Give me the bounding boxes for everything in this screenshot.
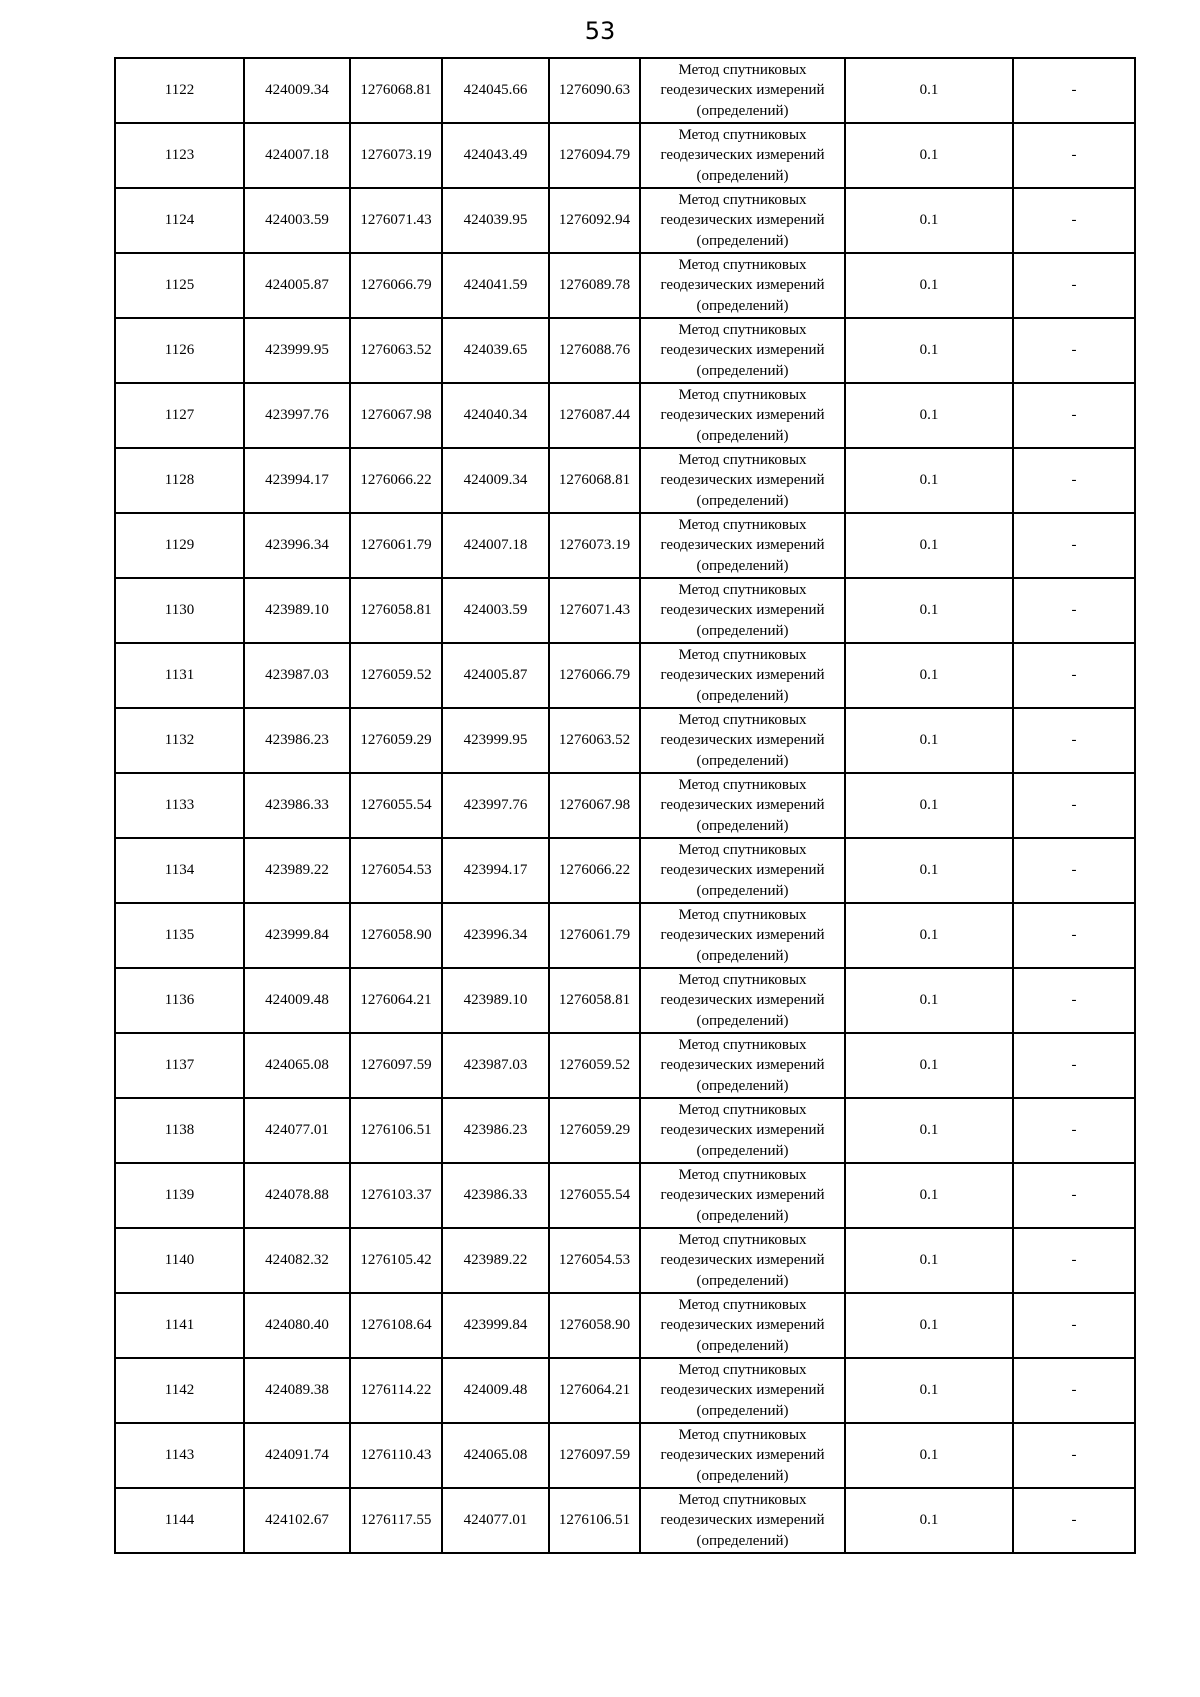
point-number-cell: 1122: [115, 58, 244, 123]
method-cell: [640, 1228, 845, 1293]
y-new-cell: 1276059.29: [549, 1098, 640, 1163]
point-number-cell: 1137: [115, 1033, 244, 1098]
method-line: Метод спутниковых: [678, 1491, 807, 1508]
accuracy-cell: 0.1: [845, 1358, 1013, 1423]
table-row: [115, 1033, 1135, 1098]
y-existing-cell: 1276058.81: [350, 578, 442, 643]
method-line: Метод спутниковых: [678, 451, 807, 468]
accuracy-cell: 0.1: [845, 383, 1013, 448]
method-line: геодезических измерений: [660, 1057, 825, 1074]
y-new-cell: 1276068.81: [549, 448, 640, 513]
y-existing-cell: 1276059.29: [350, 708, 442, 773]
accuracy-cell: 0.1: [845, 1488, 1013, 1553]
accuracy-cell: 0.1: [845, 1098, 1013, 1163]
table-row: [115, 383, 1135, 448]
point-number-cell: 1142: [115, 1358, 244, 1423]
method-cell: [640, 643, 845, 708]
method-line: Метод спутниковых: [678, 776, 807, 793]
method-line: геодезических измерений: [660, 1447, 825, 1464]
point-number-cell: 1127: [115, 383, 244, 448]
method-line: геодезических измерений: [660, 667, 825, 684]
y-existing-cell: 1276059.52: [350, 643, 442, 708]
y-existing-cell: 1276110.43: [350, 1423, 442, 1488]
point-number-cell: 1140: [115, 1228, 244, 1293]
x-existing-cell: 423999.84: [244, 903, 350, 968]
table-row: [115, 773, 1135, 838]
x-new-cell: 424009.34: [442, 448, 549, 513]
x-existing-cell: 423986.23: [244, 708, 350, 773]
coordinates-table: [114, 57, 1136, 1554]
note-cell: -: [1013, 1098, 1135, 1163]
note-cell: -: [1013, 123, 1135, 188]
x-existing-cell: 423999.95: [244, 318, 350, 383]
accuracy-cell: 0.1: [845, 1033, 1013, 1098]
y-existing-cell: 1276106.51: [350, 1098, 442, 1163]
table-row: [115, 643, 1135, 708]
method-cell: [640, 318, 845, 383]
table-row: [115, 578, 1135, 643]
method-line: Метод спутниковых: [678, 1361, 807, 1378]
y-existing-cell: 1276097.59: [350, 1033, 442, 1098]
method-line: (определений): [696, 1272, 789, 1289]
point-number-cell: 1136: [115, 968, 244, 1033]
point-number-cell: 1125: [115, 253, 244, 318]
table-row: [115, 903, 1135, 968]
method-line: Метод спутниковых: [678, 906, 807, 923]
x-new-cell: 424065.08: [442, 1423, 549, 1488]
x-new-cell: 423994.17: [442, 838, 549, 903]
method-line: (определений): [696, 752, 789, 769]
x-existing-cell: 423987.03: [244, 643, 350, 708]
table-row: [115, 1488, 1135, 1553]
x-existing-cell: 423986.33: [244, 773, 350, 838]
y-existing-cell: 1276061.79: [350, 513, 442, 578]
point-number-cell: 1131: [115, 643, 244, 708]
method-cell: [640, 1293, 845, 1358]
method-line: Метод спутниковых: [678, 646, 807, 663]
method-cell: [640, 578, 845, 643]
method-line: (определений): [696, 102, 789, 119]
x-new-cell: 423999.95: [442, 708, 549, 773]
method-line: Метод спутниковых: [678, 516, 807, 533]
y-new-cell: 1276097.59: [549, 1423, 640, 1488]
method-line: (определений): [696, 1337, 789, 1354]
x-new-cell: 423999.84: [442, 1293, 549, 1358]
table-row: [115, 1228, 1135, 1293]
accuracy-cell: 0.1: [845, 773, 1013, 838]
method-line: геодезических измерений: [660, 1187, 825, 1204]
method-cell: [640, 383, 845, 448]
method-line: Метод спутниковых: [678, 321, 807, 338]
point-number-cell: 1133: [115, 773, 244, 838]
y-new-cell: 1276066.22: [549, 838, 640, 903]
method-line: (определений): [696, 492, 789, 509]
accuracy-cell: 0.1: [845, 448, 1013, 513]
x-new-cell: 424045.66: [442, 58, 549, 123]
y-new-cell: 1276094.79: [549, 123, 640, 188]
note-cell: -: [1013, 318, 1135, 383]
x-new-cell: 423986.33: [442, 1163, 549, 1228]
y-new-cell: 1276089.78: [549, 253, 640, 318]
method-cell: [640, 1488, 845, 1553]
method-line: (определений): [696, 1207, 789, 1224]
x-existing-cell: 424080.40: [244, 1293, 350, 1358]
method-line: геодезических измерений: [660, 1382, 825, 1399]
y-existing-cell: 1276068.81: [350, 58, 442, 123]
y-existing-cell: 1276114.22: [350, 1358, 442, 1423]
x-new-cell: 424077.01: [442, 1488, 549, 1553]
point-number-cell: 1143: [115, 1423, 244, 1488]
method-line: геодезических измерений: [660, 1122, 825, 1139]
method-line: геодезических измерений: [660, 862, 825, 879]
method-line: Метод спутниковых: [678, 191, 807, 208]
x-existing-cell: 423996.34: [244, 513, 350, 578]
table-row: [115, 1163, 1135, 1228]
accuracy-cell: 0.1: [845, 1293, 1013, 1358]
table-row: [115, 1423, 1135, 1488]
x-existing-cell: 423989.10: [244, 578, 350, 643]
method-line: геодезических измерений: [660, 212, 825, 229]
note-cell: -: [1013, 1423, 1135, 1488]
method-line: Метод спутниковых: [678, 711, 807, 728]
table-body: [115, 58, 1135, 1553]
method-cell: [640, 448, 845, 513]
y-new-cell: 1276063.52: [549, 708, 640, 773]
y-existing-cell: 1276071.43: [350, 188, 442, 253]
method-cell: [640, 1098, 845, 1163]
accuracy-cell: 0.1: [845, 968, 1013, 1033]
y-new-cell: 1276090.63: [549, 58, 640, 123]
table-row: [115, 1098, 1135, 1163]
table-row: [115, 838, 1135, 903]
y-existing-cell: 1276108.64: [350, 1293, 442, 1358]
method-cell: [640, 1358, 845, 1423]
method-line: (определений): [696, 557, 789, 574]
method-line: (определений): [696, 1077, 789, 1094]
accuracy-cell: 0.1: [845, 1163, 1013, 1228]
x-new-cell: 424007.18: [442, 513, 549, 578]
point-number-cell: 1132: [115, 708, 244, 773]
method-line: Метод спутниковых: [678, 61, 807, 78]
table-row: [115, 318, 1135, 383]
point-number-cell: 1135: [115, 903, 244, 968]
x-new-cell: 423986.23: [442, 1098, 549, 1163]
y-new-cell: 1276064.21: [549, 1358, 640, 1423]
accuracy-cell: 0.1: [845, 708, 1013, 773]
method-line: Метод спутниковых: [678, 1036, 807, 1053]
method-line: геодезических измерений: [660, 147, 825, 164]
method-line: (определений): [696, 622, 789, 639]
note-cell: -: [1013, 838, 1135, 903]
accuracy-cell: 0.1: [845, 1228, 1013, 1293]
method-line: Метод спутниковых: [678, 971, 807, 988]
x-existing-cell: 423997.76: [244, 383, 350, 448]
table-row: [115, 448, 1135, 513]
method-line: Метод спутниковых: [678, 1426, 807, 1443]
x-existing-cell: 423994.17: [244, 448, 350, 513]
x-new-cell: 424005.87: [442, 643, 549, 708]
method-cell: [640, 123, 845, 188]
method-line: (определений): [696, 232, 789, 249]
y-new-cell: 1276058.90: [549, 1293, 640, 1358]
method-line: геодезических измерений: [660, 602, 825, 619]
x-existing-cell: 424078.88: [244, 1163, 350, 1228]
table-row: [115, 123, 1135, 188]
y-new-cell: 1276087.44: [549, 383, 640, 448]
x-new-cell: 424040.34: [442, 383, 549, 448]
point-number-cell: 1144: [115, 1488, 244, 1553]
y-existing-cell: 1276054.53: [350, 838, 442, 903]
y-new-cell: 1276058.81: [549, 968, 640, 1033]
accuracy-cell: 0.1: [845, 318, 1013, 383]
x-new-cell: 424039.65: [442, 318, 549, 383]
point-number-cell: 1130: [115, 578, 244, 643]
point-number-cell: 1123: [115, 123, 244, 188]
y-existing-cell: 1276055.54: [350, 773, 442, 838]
accuracy-cell: 0.1: [845, 58, 1013, 123]
method-line: геодезических измерений: [660, 342, 825, 359]
note-cell: -: [1013, 1358, 1135, 1423]
y-new-cell: 1276061.79: [549, 903, 640, 968]
method-cell: [640, 188, 845, 253]
method-line: Метод спутниковых: [678, 1101, 807, 1118]
method-line: (определений): [696, 1012, 789, 1029]
method-line: Метод спутниковых: [678, 386, 807, 403]
method-cell: [640, 708, 845, 773]
accuracy-cell: 0.1: [845, 903, 1013, 968]
point-number-cell: 1138: [115, 1098, 244, 1163]
method-line: (определений): [696, 362, 789, 379]
accuracy-cell: 0.1: [845, 838, 1013, 903]
y-new-cell: 1276067.98: [549, 773, 640, 838]
accuracy-cell: 0.1: [845, 513, 1013, 578]
method-line: (определений): [696, 947, 789, 964]
note-cell: -: [1013, 968, 1135, 1033]
method-line: геодезических измерений: [660, 472, 825, 489]
point-number-cell: 1126: [115, 318, 244, 383]
method-cell: [640, 838, 845, 903]
x-new-cell: 423997.76: [442, 773, 549, 838]
accuracy-cell: 0.1: [845, 1423, 1013, 1488]
table-row: [115, 188, 1135, 253]
method-cell: [640, 1033, 845, 1098]
note-cell: -: [1013, 643, 1135, 708]
x-existing-cell: 424005.87: [244, 253, 350, 318]
table-row: [115, 513, 1135, 578]
method-line: (определений): [696, 427, 789, 444]
y-new-cell: 1276054.53: [549, 1228, 640, 1293]
note-cell: -: [1013, 1033, 1135, 1098]
method-line: (определений): [696, 1532, 789, 1549]
note-cell: -: [1013, 513, 1135, 578]
y-existing-cell: 1276066.22: [350, 448, 442, 513]
x-existing-cell: 424009.34: [244, 58, 350, 123]
method-line: геодезических измерений: [660, 1252, 825, 1269]
note-cell: -: [1013, 773, 1135, 838]
method-line: геодезических измерений: [660, 927, 825, 944]
note-cell: -: [1013, 1488, 1135, 1553]
x-existing-cell: 424091.74: [244, 1423, 350, 1488]
x-existing-cell: 424065.08: [244, 1033, 350, 1098]
method-line: Метод спутниковых: [678, 1296, 807, 1313]
y-existing-cell: 1276064.21: [350, 968, 442, 1033]
y-new-cell: 1276092.94: [549, 188, 640, 253]
x-existing-cell: 424009.48: [244, 968, 350, 1033]
page-number: 53: [584, 17, 616, 45]
method-line: (определений): [696, 1142, 789, 1159]
method-line: геодезических измерений: [660, 992, 825, 1009]
method-cell: [640, 773, 845, 838]
y-existing-cell: 1276063.52: [350, 318, 442, 383]
method-line: геодезических измерений: [660, 797, 825, 814]
method-line: (определений): [696, 1402, 789, 1419]
method-line: (определений): [696, 297, 789, 314]
table-row: [115, 58, 1135, 123]
x-existing-cell: 424007.18: [244, 123, 350, 188]
method-line: (определений): [696, 687, 789, 704]
method-line: Метод спутниковых: [678, 581, 807, 598]
method-line: геодезических измерений: [660, 732, 825, 749]
x-existing-cell: 424082.32: [244, 1228, 350, 1293]
accuracy-cell: 0.1: [845, 123, 1013, 188]
x-new-cell: 423987.03: [442, 1033, 549, 1098]
accuracy-cell: 0.1: [845, 643, 1013, 708]
x-existing-cell: 424003.59: [244, 188, 350, 253]
accuracy-cell: 0.1: [845, 253, 1013, 318]
y-new-cell: 1276073.19: [549, 513, 640, 578]
y-existing-cell: 1276105.42: [350, 1228, 442, 1293]
table-row: [115, 708, 1135, 773]
note-cell: -: [1013, 1293, 1135, 1358]
point-number-cell: 1134: [115, 838, 244, 903]
method-line: геодезических измерений: [660, 1512, 825, 1529]
y-new-cell: 1276055.54: [549, 1163, 640, 1228]
table-row: [115, 1293, 1135, 1358]
method-line: геодезических измерений: [660, 1317, 825, 1334]
method-line: Метод спутниковых: [678, 1231, 807, 1248]
note-cell: -: [1013, 448, 1135, 513]
method-cell: [640, 903, 845, 968]
x-new-cell: 424003.59: [442, 578, 549, 643]
accuracy-cell: 0.1: [845, 578, 1013, 643]
point-number-cell: 1139: [115, 1163, 244, 1228]
note-cell: -: [1013, 383, 1135, 448]
method-cell: [640, 253, 845, 318]
method-line: Метод спутниковых: [678, 256, 807, 273]
note-cell: -: [1013, 1228, 1135, 1293]
y-existing-cell: 1276067.98: [350, 383, 442, 448]
method-line: (определений): [696, 167, 789, 184]
x-new-cell: 423996.34: [442, 903, 549, 968]
method-line: (определений): [696, 817, 789, 834]
accuracy-cell: 0.1: [845, 188, 1013, 253]
method-line: Метод спутниковых: [678, 1166, 807, 1183]
x-new-cell: 423989.10: [442, 968, 549, 1033]
table-row: [115, 968, 1135, 1033]
x-new-cell: 424039.95: [442, 188, 549, 253]
y-existing-cell: 1276073.19: [350, 123, 442, 188]
table-row: [115, 1358, 1135, 1423]
note-cell: -: [1013, 58, 1135, 123]
table-row: [115, 253, 1135, 318]
y-new-cell: 1276066.79: [549, 643, 640, 708]
method-line: (определений): [696, 882, 789, 899]
x-existing-cell: 424102.67: [244, 1488, 350, 1553]
x-existing-cell: 424089.38: [244, 1358, 350, 1423]
note-cell: -: [1013, 578, 1135, 643]
x-new-cell: 424041.59: [442, 253, 549, 318]
note-cell: -: [1013, 708, 1135, 773]
note-cell: -: [1013, 1163, 1135, 1228]
method-line: геодезических измерений: [660, 82, 825, 99]
y-new-cell: 1276071.43: [549, 578, 640, 643]
note-cell: -: [1013, 253, 1135, 318]
y-existing-cell: 1276103.37: [350, 1163, 442, 1228]
method-cell: [640, 58, 845, 123]
point-number-cell: 1124: [115, 188, 244, 253]
method-cell: [640, 513, 845, 578]
x-new-cell: 424009.48: [442, 1358, 549, 1423]
note-cell: -: [1013, 903, 1135, 968]
point-number-cell: 1129: [115, 513, 244, 578]
method-cell: [640, 1423, 845, 1488]
point-number-cell: 1141: [115, 1293, 244, 1358]
method-line: (определений): [696, 1467, 789, 1484]
note-cell: -: [1013, 188, 1135, 253]
x-new-cell: 423989.22: [442, 1228, 549, 1293]
x-new-cell: 424043.49: [442, 123, 549, 188]
x-existing-cell: 423989.22: [244, 838, 350, 903]
y-new-cell: 1276088.76: [549, 318, 640, 383]
point-number-cell: 1128: [115, 448, 244, 513]
method-line: Метод спутниковых: [678, 841, 807, 858]
method-line: геодезических измерений: [660, 277, 825, 294]
y-existing-cell: 1276058.90: [350, 903, 442, 968]
method-line: геодезических измерений: [660, 537, 825, 554]
method-line: Метод спутниковых: [678, 126, 807, 143]
x-existing-cell: 424077.01: [244, 1098, 350, 1163]
method-cell: [640, 968, 845, 1033]
y-existing-cell: 1276066.79: [350, 253, 442, 318]
method-line: геодезических измерений: [660, 407, 825, 424]
method-cell: [640, 1163, 845, 1228]
y-new-cell: 1276059.52: [549, 1033, 640, 1098]
y-new-cell: 1276106.51: [549, 1488, 640, 1553]
y-existing-cell: 1276117.55: [350, 1488, 442, 1553]
